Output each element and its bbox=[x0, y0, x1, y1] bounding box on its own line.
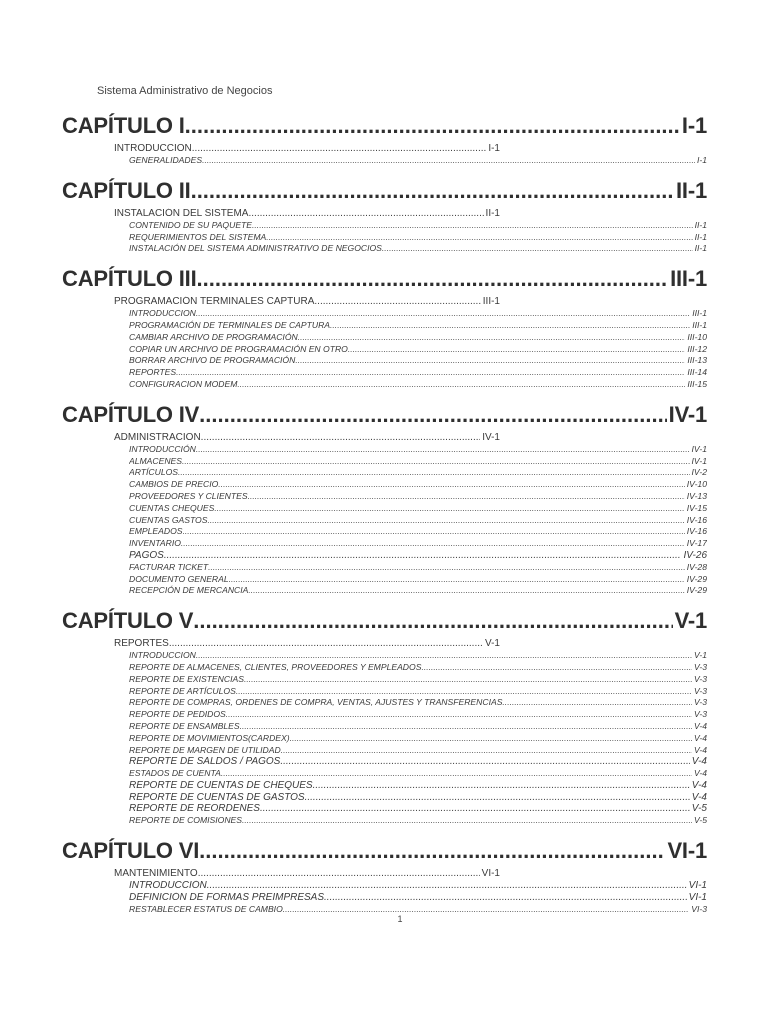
toc-item-title: ALMACENES bbox=[129, 455, 183, 466]
toc-item-title: REPORTE DE MOVIMIENTOS(CARDEX) bbox=[129, 732, 290, 743]
toc-item bbox=[129, 220, 707, 232]
toc-item-page: V-5 bbox=[691, 803, 707, 815]
toc-item-page: III-14 bbox=[687, 367, 707, 378]
toc-item-title: PAGOS bbox=[129, 549, 164, 561]
toc-item-title: REPORTE DE EXISTENCIAS bbox=[129, 673, 244, 684]
toc-item bbox=[129, 367, 707, 379]
toc-item-title: FACTURAR TICKET bbox=[129, 561, 209, 572]
dot-leader bbox=[382, 243, 693, 255]
toc-item bbox=[129, 709, 707, 721]
section-entry-title: INSTALACIÓN DEL SISTEMA bbox=[114, 207, 249, 219]
chapter-heading-page: IV-1 bbox=[668, 401, 707, 427]
toc-item-title: REPORTE DE COMPRAS, ORDENES DE COMPRA, VENTAS, AJUSTES Y TRANSFERENCIAS bbox=[129, 697, 503, 708]
toc-item bbox=[129, 662, 707, 674]
toc-item-title: CUENTAS GASTOS bbox=[129, 514, 208, 525]
toc-item-page: V-3 bbox=[693, 709, 707, 720]
toc-item-title: REPORTE DE REORDENES bbox=[129, 803, 260, 815]
toc-item-page: IV-29 bbox=[686, 573, 707, 584]
dot-leader bbox=[221, 768, 692, 780]
dot-leader bbox=[240, 721, 692, 733]
toc-item bbox=[129, 355, 707, 367]
toc-item-title: CONFIGURACION MODEM bbox=[129, 378, 238, 389]
dot-leader bbox=[199, 837, 665, 864]
toc-item-page: V-3 bbox=[693, 661, 707, 672]
toc-item-title: CUENTAS CHEQUES bbox=[129, 502, 215, 513]
toc-item bbox=[129, 155, 707, 167]
section-entry-page: V-1 bbox=[484, 638, 500, 650]
toc-item-title: DEFINICIÓN DE FORMAS PREIMPRESAS bbox=[129, 891, 325, 903]
toc-item-page: V-1 bbox=[693, 650, 707, 661]
toc-item-page: IV-1 bbox=[691, 443, 707, 454]
toc-item bbox=[129, 574, 707, 586]
dot-leader bbox=[198, 868, 480, 880]
dot-leader bbox=[202, 155, 695, 167]
dot-leader bbox=[313, 780, 690, 792]
toc-item bbox=[129, 721, 707, 733]
chapter-heading-page: II-1 bbox=[676, 177, 707, 203]
dot-leader bbox=[314, 296, 480, 308]
toc-item-title: REPORTE DE SALDOS / PAGOS bbox=[129, 756, 281, 768]
toc-item bbox=[129, 538, 707, 550]
dot-leader bbox=[229, 574, 685, 586]
toc-item-page: V-4 bbox=[693, 720, 707, 731]
toc-item-page: V-4 bbox=[693, 732, 707, 743]
toc-item-page: V-3 bbox=[693, 685, 707, 696]
dot-leader bbox=[207, 515, 684, 527]
toc-item bbox=[129, 792, 707, 804]
dot-leader bbox=[244, 674, 692, 686]
dot-leader bbox=[348, 344, 686, 356]
toc-item-page: III-10 bbox=[687, 331, 707, 342]
toc-item bbox=[129, 745, 707, 757]
toc-item-title: CONTENIDO DE SU PAQUETE bbox=[129, 219, 253, 230]
chapter-heading-title: CAPÍTULO IV bbox=[62, 401, 200, 427]
dot-leader bbox=[196, 650, 692, 662]
page-number: 1 bbox=[397, 914, 403, 924]
toc-item-page: V-4 bbox=[693, 768, 707, 779]
toc-item-title: REPORTE DE ENSAMBLES bbox=[129, 720, 240, 731]
toc-item-page: IV-10 bbox=[686, 479, 707, 490]
chapter-heading-title: CAPÍTULO VI bbox=[62, 838, 200, 864]
toc-item-title: REQUERIMIENTOS DEL SISTEMA bbox=[129, 231, 267, 242]
chapter-heading-title: CAPÍTULO III bbox=[62, 266, 197, 292]
chapter-heading-page: V-1 bbox=[674, 608, 707, 634]
section-entry bbox=[114, 296, 500, 308]
toc-item bbox=[129, 585, 707, 597]
section-entry-page: III-1 bbox=[482, 296, 500, 308]
toc-item-title: INTRODUCCIÓN bbox=[129, 443, 196, 454]
toc-item-title: PROVEEDORES Y CLIENTES bbox=[129, 490, 248, 501]
toc-item-page: IV-26 bbox=[683, 549, 707, 561]
toc-item-title: GENERALIDADES bbox=[129, 155, 203, 165]
section-entry-title: INTRODUCCION bbox=[114, 143, 192, 154]
dot-leader bbox=[183, 526, 685, 538]
dot-leader bbox=[248, 585, 684, 597]
toc-item bbox=[129, 491, 707, 503]
toc-item-page: V-3 bbox=[693, 697, 707, 708]
toc-item-page: I-1 bbox=[696, 155, 707, 165]
toc-item-page: III-15 bbox=[687, 378, 707, 389]
chapter-heading-page: I-1 bbox=[681, 113, 707, 138]
toc-item bbox=[129, 550, 707, 562]
chapter-heading bbox=[62, 837, 707, 864]
section-entry-page: IV-1 bbox=[482, 431, 500, 443]
chapter-heading bbox=[62, 177, 707, 204]
toc-item-title: ARTÍCULOS bbox=[129, 467, 179, 478]
section-entry-title: PROGRAMACIÓN TERMINALES CAPTURA bbox=[114, 296, 315, 308]
dot-leader bbox=[182, 456, 690, 468]
toc-item-title: CAMBIAR ARCHIVO DE PROGRAMACIÓN bbox=[129, 331, 298, 342]
toc-item bbox=[129, 780, 707, 792]
toc-item bbox=[129, 650, 707, 662]
toc-item bbox=[129, 674, 707, 686]
toc-item bbox=[129, 467, 707, 479]
toc-item-title: PROGRAMACIÓN DE TERMINALES DE CAPTURA bbox=[129, 319, 331, 330]
dot-leader bbox=[281, 745, 692, 757]
toc-item bbox=[129, 880, 707, 892]
dot-leader bbox=[330, 320, 690, 332]
toc-item bbox=[129, 344, 707, 356]
dot-leader bbox=[502, 697, 692, 709]
dot-leader bbox=[295, 355, 685, 367]
toc-item bbox=[129, 815, 707, 827]
toc-item-page: IV-15 bbox=[686, 502, 707, 513]
toc-item-title: INTRODUCCION bbox=[129, 650, 196, 661]
toc-item-title: INTRODUCCION bbox=[129, 308, 196, 319]
toc-item-page: IV-1 bbox=[691, 455, 707, 466]
toc-item-title: REPORTE DE ALMACENES, CLIENTES, PROVEEDORES Y EMPLEADOS bbox=[129, 661, 422, 672]
toc-item bbox=[129, 892, 707, 904]
dot-leader bbox=[266, 232, 692, 244]
toc-item bbox=[129, 686, 707, 698]
toc-item-page: III-1 bbox=[692, 308, 707, 319]
toc-item-page: IV-16 bbox=[686, 526, 707, 537]
toc-item bbox=[129, 456, 707, 468]
chapter-heading bbox=[62, 401, 707, 428]
dot-leader bbox=[191, 177, 674, 204]
toc-item-title: REPORTE DE MARGEN DE UTILIDAD bbox=[129, 744, 281, 755]
toc-item bbox=[129, 756, 707, 768]
toc-item-title: CAMBIOS DE PRECIO bbox=[129, 479, 219, 490]
section-entry bbox=[114, 208, 500, 220]
toc-item-title: RECEPCIÓN DE MERCANCIA bbox=[129, 585, 249, 596]
dot-leader bbox=[197, 265, 669, 292]
toc-item bbox=[129, 803, 707, 815]
toc-item-title: COPIAR UN ARCHIVO DE PROGRAMACIÓN EN OTRO bbox=[129, 343, 348, 354]
dot-leader bbox=[236, 686, 692, 698]
toc-item-title: INSTALACIÓN DEL SISTEMA ADMINISTRATIVO DE NEGOCIOS bbox=[129, 243, 382, 254]
dot-leader bbox=[196, 444, 690, 456]
toc-item bbox=[129, 479, 707, 491]
toc-item-title: INVENTARIO bbox=[129, 538, 181, 549]
toc-item bbox=[129, 515, 707, 527]
dot-leader bbox=[290, 733, 692, 745]
toc-item bbox=[129, 379, 707, 391]
toc-item-title: REPORTE DE PEDIDOS bbox=[129, 709, 226, 720]
toc-item-page: IV-17 bbox=[686, 538, 707, 549]
toc-item-title: BORRAR ARCHIVO DE PROGRAMACIÓN bbox=[129, 355, 296, 366]
toc-item bbox=[129, 444, 707, 456]
dot-leader bbox=[280, 756, 689, 768]
toc-item-title: REPORTE DE ARTÍCULOS bbox=[129, 685, 236, 696]
toc-item-page: IV-28 bbox=[686, 561, 707, 572]
dot-leader bbox=[248, 208, 483, 220]
toc-item-page: V-4 bbox=[691, 779, 707, 791]
toc-item-page: V-4 bbox=[691, 756, 707, 768]
toc-item-page: V-4 bbox=[691, 791, 707, 803]
toc-item bbox=[129, 733, 707, 745]
toc-item bbox=[129, 503, 707, 515]
toc-item bbox=[129, 526, 707, 538]
section-entry-page: VI-1 bbox=[481, 868, 500, 880]
toc-item-page: III-13 bbox=[687, 355, 707, 366]
toc-item-page: II-1 bbox=[694, 219, 707, 230]
dot-leader bbox=[207, 880, 687, 892]
dot-leader bbox=[201, 432, 481, 444]
toc-item-page: VI-1 bbox=[688, 891, 707, 903]
table-of-contents bbox=[62, 112, 707, 915]
section-entry bbox=[114, 638, 500, 650]
toc-item-title: REPORTE DE CUENTAS DE CHEQUES bbox=[129, 779, 313, 791]
dot-leader bbox=[208, 562, 685, 574]
toc-item-page: II-1 bbox=[694, 243, 707, 254]
dot-leader bbox=[196, 308, 690, 320]
toc-item bbox=[129, 243, 707, 255]
toc-item bbox=[129, 562, 707, 574]
toc-item-title: DOCUMENTO GENERAL bbox=[129, 573, 229, 584]
dot-leader bbox=[248, 491, 685, 503]
dot-leader bbox=[260, 803, 690, 815]
toc-item-title: REPORTES bbox=[129, 367, 177, 378]
dot-leader bbox=[199, 401, 667, 428]
dot-leader bbox=[185, 112, 680, 139]
chapter-heading-title: CAPÍTULO V bbox=[62, 608, 194, 634]
toc-item-title: ESTADOS DE CUENTA bbox=[129, 768, 221, 779]
toc-item-page: IV-2 bbox=[691, 467, 707, 478]
chapter-heading-title: CAPÍTULO I bbox=[62, 113, 185, 138]
dot-leader bbox=[305, 792, 690, 804]
toc-item-title: REPORTE DE CUENTAS DE GASTOS bbox=[129, 791, 305, 803]
section-entry-title: ADMINISTRACION bbox=[114, 431, 201, 443]
chapter-heading-page: III-1 bbox=[670, 266, 707, 292]
toc-item-title: EMPLEADOS bbox=[129, 526, 183, 537]
dot-leader bbox=[164, 550, 682, 562]
document-header: Sistema Administrativo de Negocios bbox=[97, 85, 273, 97]
toc-item-page: III-1 bbox=[692, 319, 707, 330]
dot-leader bbox=[178, 467, 690, 479]
section-entry-title: MANTENIMIENTO bbox=[114, 868, 198, 880]
chapter-heading bbox=[62, 265, 707, 292]
dot-leader bbox=[324, 892, 687, 904]
toc-item bbox=[129, 308, 707, 320]
toc-item-title: INTRODUCCIÓN bbox=[129, 880, 207, 892]
toc-item-page: VI-1 bbox=[688, 880, 707, 892]
toc-item-page: II-1 bbox=[694, 231, 707, 242]
chapter-heading-page: VI-1 bbox=[667, 838, 707, 864]
dot-leader bbox=[226, 709, 692, 721]
section-entry bbox=[114, 432, 500, 444]
toc-item-page: IV-29 bbox=[686, 585, 707, 596]
dot-leader bbox=[193, 607, 672, 634]
toc-item bbox=[129, 697, 707, 709]
dot-leader bbox=[298, 332, 686, 344]
chapter-heading-title: CAPÍTULO II bbox=[62, 177, 191, 203]
dot-leader bbox=[181, 538, 685, 550]
toc-item-page: V-5 bbox=[693, 815, 707, 826]
section-entry bbox=[114, 868, 500, 880]
section-entry-page: I-1 bbox=[488, 143, 500, 154]
toc-item-page: V-4 bbox=[693, 744, 707, 755]
toc-item-title: RESTABLECER ESTATUS DE CAMBIO bbox=[129, 903, 283, 914]
dot-leader bbox=[218, 479, 684, 491]
toc-item-title: REPORTE DE COMISIONES bbox=[129, 815, 243, 826]
dot-leader bbox=[237, 379, 685, 391]
section-entry-page: II-1 bbox=[485, 207, 500, 219]
toc-item bbox=[129, 332, 707, 344]
chapter-heading bbox=[62, 607, 707, 634]
chapter-heading bbox=[62, 112, 707, 139]
toc-item bbox=[129, 232, 707, 244]
dot-leader bbox=[242, 815, 692, 827]
dot-leader bbox=[176, 367, 685, 379]
toc-item-page: VI-3 bbox=[691, 903, 707, 914]
toc-item-page: IV-16 bbox=[686, 514, 707, 525]
toc-item-page: V-3 bbox=[693, 673, 707, 684]
toc-item bbox=[129, 768, 707, 780]
dot-leader bbox=[421, 662, 692, 674]
dot-leader bbox=[252, 220, 693, 232]
toc-item-page: III-12 bbox=[687, 343, 707, 354]
toc-item-page: IV-13 bbox=[686, 490, 707, 501]
dot-leader bbox=[214, 503, 684, 515]
dot-leader bbox=[192, 143, 487, 155]
toc-item bbox=[129, 320, 707, 332]
dot-leader bbox=[169, 638, 483, 650]
section-entry bbox=[114, 143, 500, 155]
section-entry-title: REPORTES bbox=[114, 638, 169, 650]
